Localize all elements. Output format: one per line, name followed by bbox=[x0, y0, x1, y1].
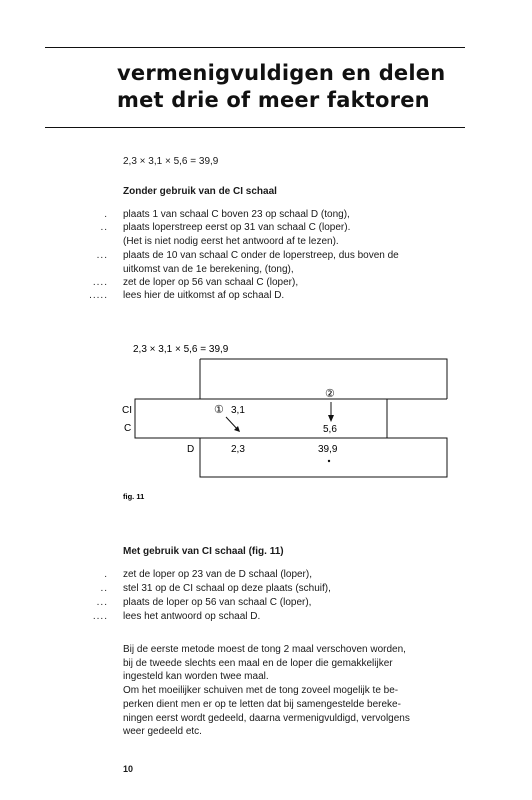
step-text: lees hier de uitkomst af op schaal D. bbox=[123, 290, 285, 301]
step-marker: ..... bbox=[89, 290, 108, 301]
top-rule bbox=[45, 47, 465, 48]
step-marker: .. bbox=[100, 222, 108, 233]
step-marker: .... bbox=[92, 611, 108, 622]
step-text: plaats 1 van schaal C boven 23 op schaal D (tong), bbox=[123, 209, 350, 220]
step-marker: ... bbox=[96, 597, 108, 608]
step-text: plaats de 10 van schaal C onder de loperstreep, dus boven de bbox=[123, 250, 399, 261]
step-text: lees het antwoord op schaal D. bbox=[123, 611, 261, 622]
step-text: zet de loper op 56 van schaal C (loper), bbox=[123, 277, 299, 288]
step-text: plaats loperstreep eerst op 31 van schaal C (loper). bbox=[123, 222, 351, 233]
marker-1: ① bbox=[214, 404, 224, 416]
marker-2: ② bbox=[325, 388, 335, 400]
step-marker: . bbox=[104, 209, 108, 220]
rule-body-top bbox=[200, 359, 447, 399]
paragraph-line: ningen eerst wordt gedeeld, daarna vermenigvuldigd, vervolgens bbox=[123, 712, 410, 724]
page-number: 10 bbox=[123, 764, 134, 774]
explanation-paragraph bbox=[123, 643, 443, 739]
scale-d-label: D bbox=[187, 444, 195, 455]
formula: 2,3 × 3,1 × 5,6 = 39,9 bbox=[123, 156, 219, 167]
paragraph-line: bij de tweede slechts een maal en de loper die gemakkelijker bbox=[123, 657, 393, 669]
bottom-title-rule bbox=[45, 127, 465, 128]
step-text: plaats de loper op 56 van schaal C (loper), bbox=[123, 597, 312, 608]
step-marker: .. bbox=[100, 583, 108, 594]
paragraph-line: perken dient men er op te letten dat bij samengestelde bereke- bbox=[123, 698, 401, 710]
step-text: zet de loper op 23 van de D schaal (loper), bbox=[123, 569, 312, 580]
page-title bbox=[117, 60, 445, 114]
paragraph-line: Bij de eerste metode moest de tong 2 maal verschoven worden, bbox=[123, 644, 406, 655]
figure-caption: fig. 11 bbox=[123, 492, 145, 501]
figure-formula: 2,3 × 3,1 × 5,6 = 39,9 bbox=[133, 344, 229, 355]
value-39-9: 39,9 bbox=[318, 444, 338, 455]
title-line-2: met drie of meer faktoren bbox=[117, 88, 430, 112]
paragraph-line: Om het moeilijker schuiven met de tong zoveel mogelijk te be- bbox=[123, 685, 399, 697]
step-marker: .... bbox=[92, 277, 108, 288]
step-text: stel 31 op de CI schaal op deze plaats (schuif), bbox=[123, 583, 331, 594]
value-5-6: 5,6 bbox=[323, 424, 337, 435]
slide-rule-figure bbox=[0, 330, 532, 510]
scale-ci-label: CI bbox=[122, 405, 132, 416]
section2-heading: Met gebruik van CI schaal (fig. 11) bbox=[123, 546, 284, 557]
slide-tongue bbox=[135, 399, 387, 438]
step-text: (Het is niet nodig eerst het antwoord af te lezen). bbox=[123, 236, 339, 247]
paragraph-line: weer gedeeld etc. bbox=[123, 726, 202, 738]
paragraph-line: ingesteld kan worden twee maal. bbox=[123, 671, 269, 683]
scale-c-label: C bbox=[124, 423, 132, 434]
section1-heading: Zonder gebruik van de CI schaal bbox=[123, 186, 277, 197]
step-text: uitkomst van de 1e berekening, (tong), bbox=[123, 264, 294, 275]
value-3-1: 3,1 bbox=[231, 405, 245, 416]
result-dot bbox=[328, 460, 330, 462]
title-line-1: vermenigvuldigen en delen bbox=[117, 61, 446, 85]
arrow-2-head bbox=[328, 415, 334, 422]
step-marker: . bbox=[104, 569, 108, 580]
value-2-3: 2,3 bbox=[231, 444, 245, 455]
step-marker: ... bbox=[96, 250, 108, 261]
